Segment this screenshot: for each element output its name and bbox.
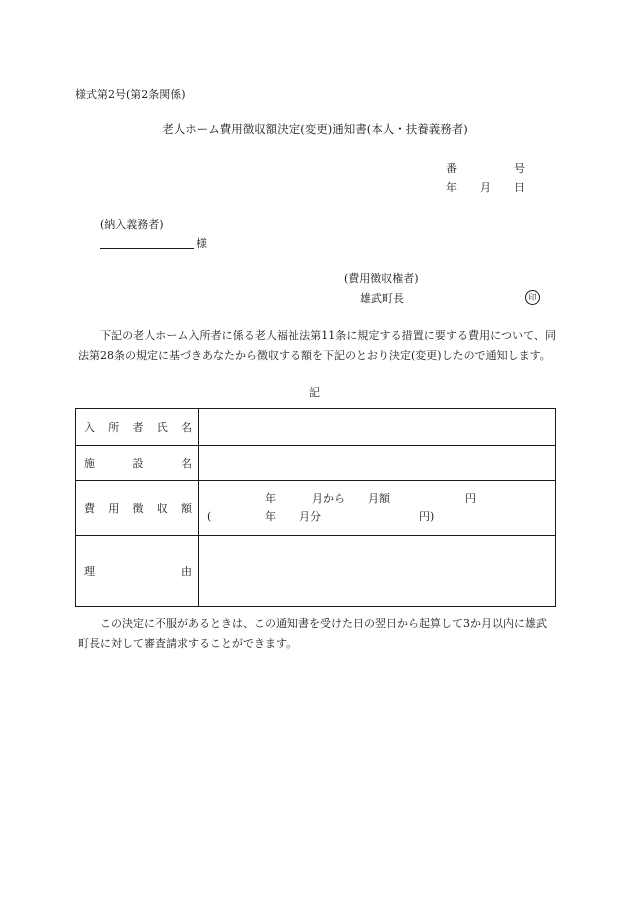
document-title: 老人ホーム費用徴収額決定(変更)通知書(本人・扶養義務者) [162,122,468,136]
fee-yen-close: 円) [419,510,435,523]
reason-row [76,536,556,607]
form-number: 様式第2号(第2条関係) [75,88,186,101]
fee-monthly: 月額 [368,492,390,505]
seal-mark: 印 [525,290,540,305]
footer-text: この決定に不服があるときは、この通知書を受けた日の翌日から起算して3か月以内に雄武町長に対して審査請求することができます。 [78,617,547,650]
fee-month-from: 月から [312,492,345,505]
fee-yen: 円 [465,492,476,505]
reason-label: 理 由 [76,536,199,607]
date-month: 月 [480,181,491,194]
payer-label: (納入義務者) [100,218,164,231]
info-table [75,408,556,607]
fee-paren-open: ( [207,510,212,523]
body-text: 下記の老人ホーム入所者に係る老人福祉法第11条に規定する措置に要する費用について、同法第28条の規定に基づきあなたから徴収する額を下記のとおり決定(変更)したので通知します。 [78,329,556,362]
facility-value [199,446,556,481]
fee-row [76,481,556,536]
facility-row [76,446,556,481]
fee-label: 費 用 徴 収 額 [76,481,199,536]
facility-label: 施 設 名 [76,446,199,481]
resident-row [76,409,556,446]
collector-label: (費用徴収権者) [344,272,419,285]
number-suffix: 号 [514,162,525,175]
collector-name: 雄武町長 [360,292,404,305]
resident-value [199,409,556,446]
fee-year-2: 年 [265,510,276,523]
reason-value [199,536,556,607]
payer-honorific: 様 [196,237,207,250]
date-day: 日 [514,181,525,194]
ki-heading: 記 [309,386,320,399]
resident-label: 入 所 者 氏 名 [76,409,199,446]
number-label: 番 [446,162,457,175]
date-year: 年 [446,181,457,194]
fee-year: 年 [265,492,276,505]
fee-value [199,481,556,536]
fee-month-portion: 月分 [299,510,321,523]
payer-name-line [100,248,194,249]
